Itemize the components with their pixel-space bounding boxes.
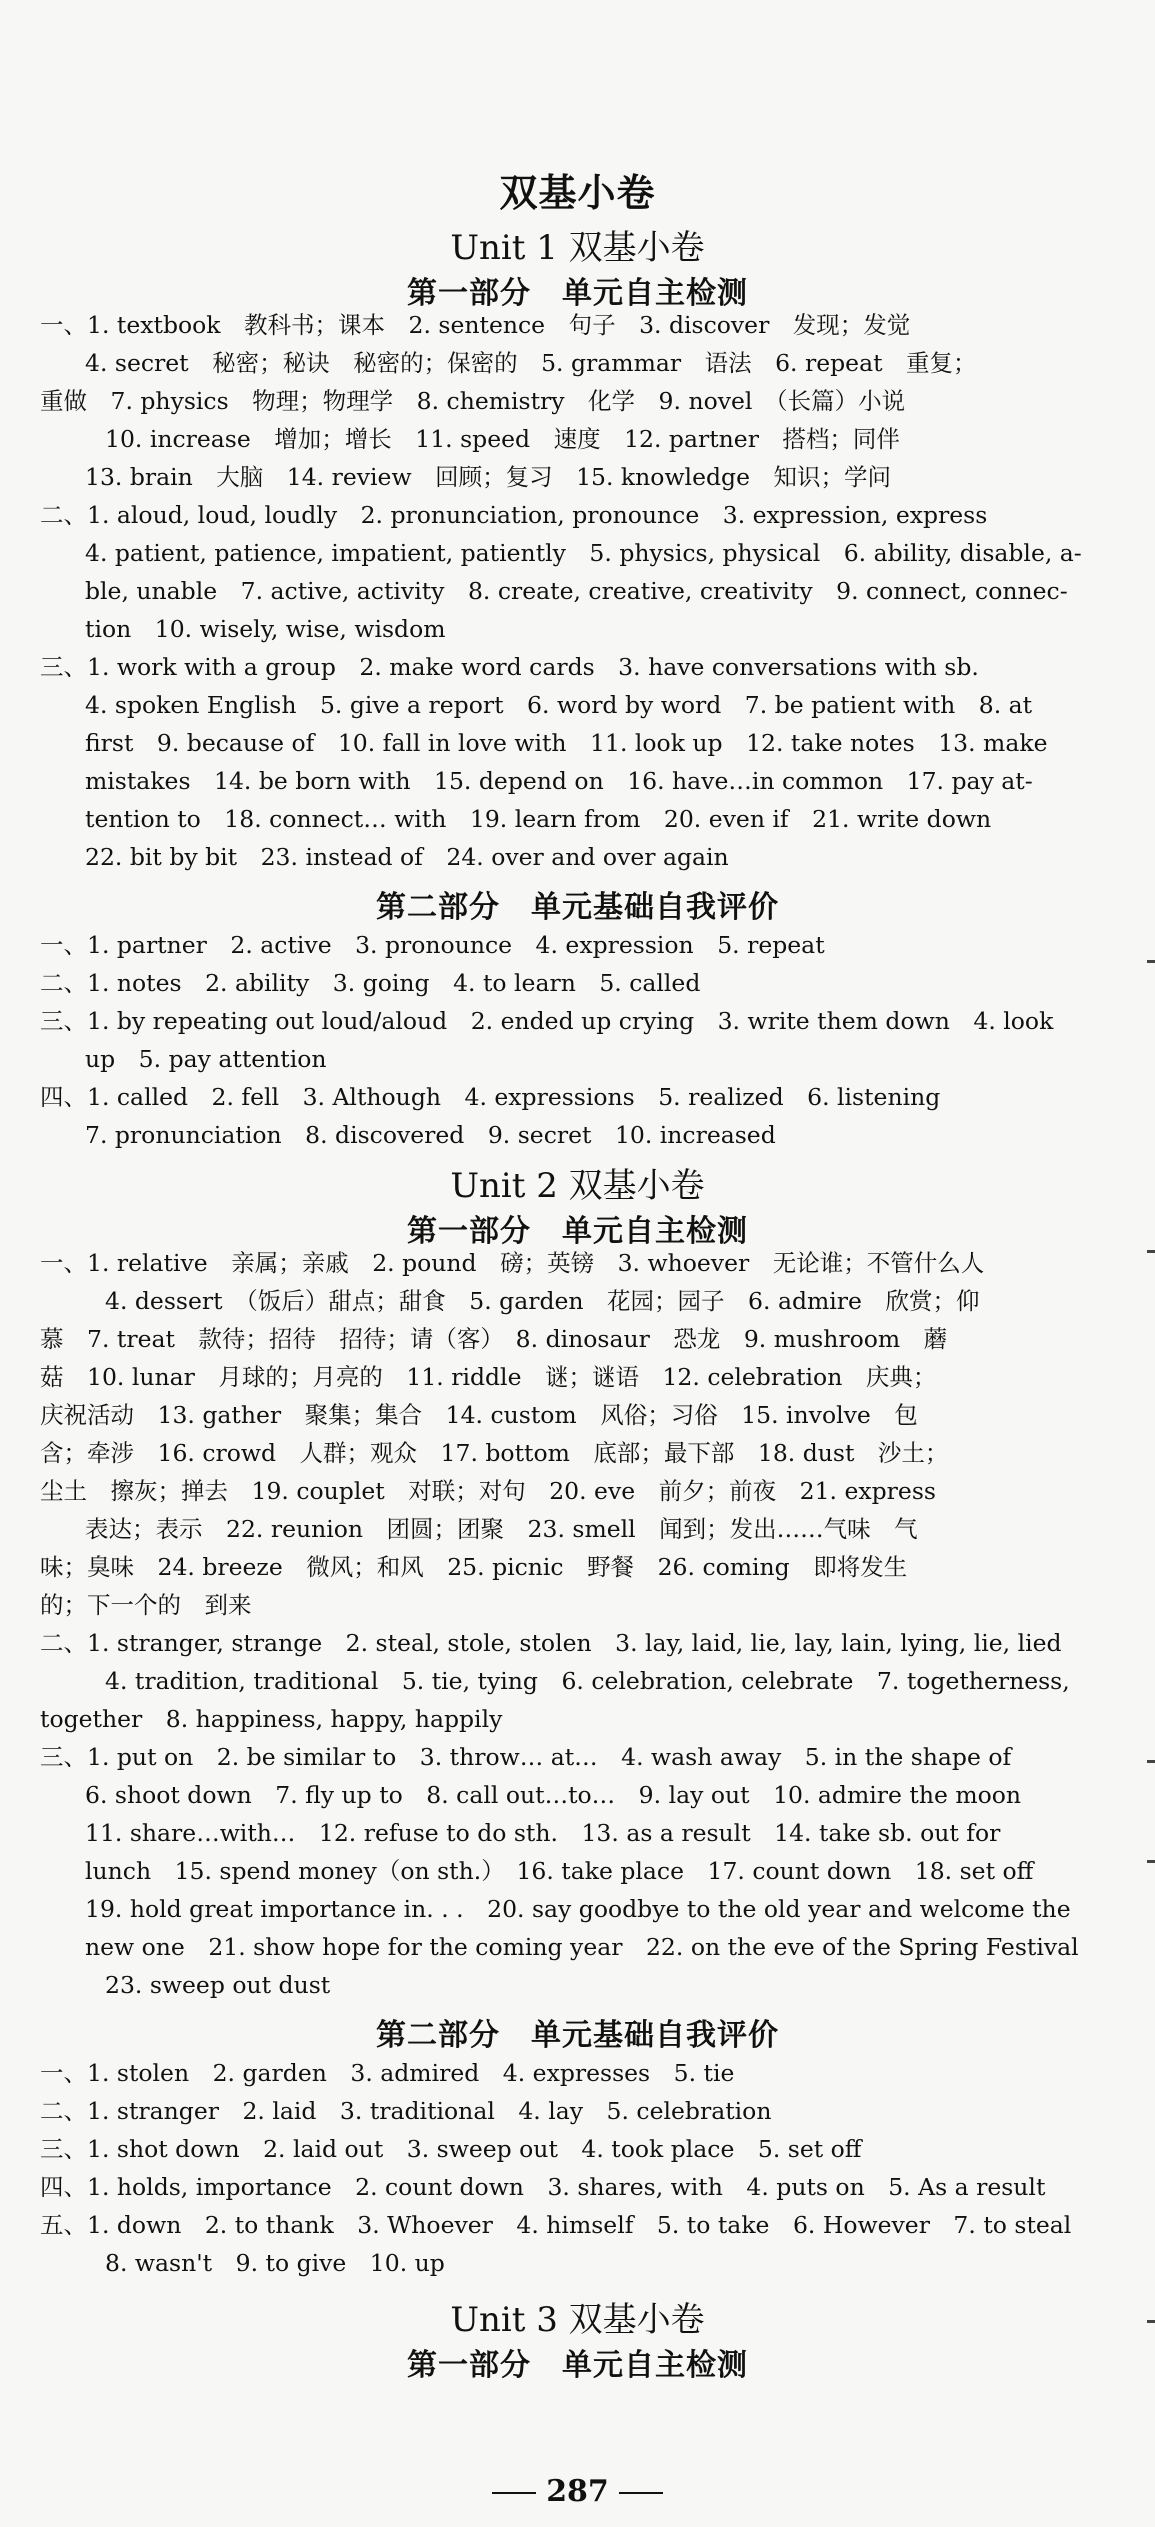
unit-1-part-1-heading: 第一部分 单元自主检测: [407, 276, 748, 311]
text-line: 慕 7. treat 款待；招待 招待；请（客） 8. dinosaur 恐龙 9. mushroom 蘑: [40, 1325, 948, 1353]
text-line: 一、1. partner 2. active 3. pronounce 4. expression 5. repeat: [40, 931, 825, 959]
text-line: 13. brain 大脑 14. review 回顾；复习 15. knowledge 知识；学问: [85, 463, 891, 491]
text-line: 尘土 擦灰；掸去 19. couplet 对联；对句 20. eve 前夕；前夜 21. express: [40, 1477, 936, 1505]
text-line: 味；臭味 24. breeze 微风；和风 25. picnic 野餐 26. coming 即将发生: [40, 1553, 908, 1581]
scan-edge-mark: [1147, 1860, 1155, 1863]
text-line: 4. spoken English 5. give a report 6. word by word 7. be patient with 8. at: [85, 691, 1033, 719]
text-line: 23. sweep out dust: [105, 1971, 331, 1999]
text-line: 22. bit by bit 23. instead of 24. over and over again: [85, 843, 729, 871]
text-line: 二、1. stranger, strange 2. steal, stole, stolen 3. lay, laid, lie, lay, lain, lying, lie, lied: [40, 1629, 1062, 1657]
text-line: tention to 18. connect… with 19. learn from 20. even if 21. write down: [85, 805, 992, 833]
text-line: 三、1. shot down 2. laid out 3. sweep out 4. took place 5. set off: [40, 2135, 862, 2163]
text-line: 一、1. stolen 2. garden 3. admired 4. expresses 5. tie: [40, 2059, 735, 2087]
text-line: mistakes 14. be born with 15. depend on 16. have…in common 17. pay at-: [85, 767, 1033, 795]
unit-2-heading: Unit 2 双基小卷: [450, 1166, 705, 1206]
text-line: 二、1. stranger 2. laid 3. traditional 4. lay 5. celebration: [40, 2097, 772, 2125]
text-line: 11. share…with… 12. refuse to do sth. 13. as a result 14. take sb. out for: [85, 1819, 1001, 1847]
text-line: 菇 10. lunar 月球的；月亮的 11. riddle 谜；谜语 12. celebration 庆典；: [40, 1363, 937, 1391]
text-line: lunch 15. spend money（on sth.） 16. take place 17. count down 18. set off: [85, 1857, 1034, 1885]
text-line: 庆祝活动 13. gather 聚集；集合 14. custom 风俗；习俗 15. involve 包: [40, 1401, 918, 1429]
text-line: 4. patient, patience, impatient, patiently 5. physics, physical 6. ability, disable, a-: [85, 539, 1082, 567]
text-line: 8. wasn't 9. to give 10. up: [105, 2249, 445, 2277]
text-line: together 8. happiness, happy, happily: [40, 1705, 503, 1733]
text-line: 一、1. textbook 教科书；课本 2. sentence 句子 3. discover 发现；发觉: [40, 311, 911, 339]
text-line: 四、1. holds, importance 2. count down 3. shares, with 4. puts on 5. As a result: [40, 2173, 1046, 2201]
unit-1-heading: Unit 1 双基小卷: [450, 228, 705, 268]
text-line: 4. tradition, traditional 5. tie, tying 6. celebration, celebrate 7. togetherness,: [105, 1667, 1070, 1695]
text-line: tion 10. wisely, wise, wisdom: [85, 615, 446, 643]
text-line: 三、1. by repeating out loud/aloud 2. ended up crying 3. write them down 4. look: [40, 1007, 1054, 1035]
unit-1-part-2-heading: 第二部分 单元基础自我评价: [376, 890, 779, 925]
text-line: up 5. pay attention: [85, 1045, 327, 1073]
text-line: new one 21. show hope for the coming year 22. on the eve of the Spring Festival: [85, 1933, 1079, 1961]
text-line: 二、1. aloud, loud, loudly 2. pronunciation, pronounce 3. expression, express: [40, 501, 988, 529]
text-line: ble, unable 7. active, activity 8. create, creative, creativity 9. connect, connec-: [85, 577, 1068, 605]
text-line: 一、1. relative 亲属；亲戚 2. pound 磅；英镑 3. whoever 无论谁；不管什么人: [40, 1249, 985, 1277]
text-line: 重做 7. physics 物理；物理学 8. chemistry 化学 9. novel （长篇）小说: [40, 387, 906, 415]
text-line: 6. shoot down 7. fly up to 8. call out…to… 9. lay out 10. admire the moon: [85, 1781, 1022, 1809]
text-line: 的；下一个的 到来: [40, 1591, 252, 1619]
text-line: 4. secret 秘密；秘诀 秘密的；保密的 5. grammar 语法 6. repeat 重复；: [85, 349, 977, 377]
scan-edge-mark: [1147, 1250, 1155, 1253]
unit-2-part-1-heading: 第一部分 单元自主检测: [407, 1214, 748, 1249]
text-line: 四、1. called 2. fell 3. Although 4. expressions 5. realized 6. listening: [40, 1083, 941, 1111]
scan-edge-mark: [1147, 960, 1155, 963]
unit-3-part-1-heading: 第一部分 单元自主检测: [407, 2348, 748, 2383]
text-line: 10. increase 增加；增长 11. speed 速度 12. partner 搭档；同伴: [105, 425, 900, 453]
page-title: 双基小卷: [499, 170, 656, 215]
text-line: 三、1. work with a group 2. make word cards 3. have conversations with sb.: [40, 653, 979, 681]
text-line: 表达；表示 22. reunion 团圆；团聚 23. smell 闻到；发出……气味 气: [85, 1515, 918, 1543]
unit-3-heading: Unit 3 双基小卷: [450, 2300, 705, 2340]
text-line: 三、1. put on 2. be similar to 3. throw… at… 4. wash away 5. in the shape of: [40, 1743, 1012, 1771]
text-line: 二、1. notes 2. ability 3. going 4. to learn 5. called: [40, 969, 701, 997]
text-line: 含；牵涉 16. crowd 人群；观众 17. bottom 底部；最下部 18. dust 沙土；: [40, 1439, 949, 1467]
unit-2-part-2-heading: 第二部分 单元基础自我评价: [376, 2018, 779, 2053]
page-number: 287: [0, 2474, 1155, 2509]
scan-edge-mark: [1147, 1760, 1155, 1763]
text-line: 7. pronunciation 8. discovered 9. secret 10. increased: [85, 1121, 776, 1149]
text-line: 4. dessert （饭后）甜点；甜食 5. garden 花园；园子 6. admire 欣赏；仰: [105, 1287, 980, 1315]
text-line: 五、1. down 2. to thank 3. Whoever 4. himself 5. to take 6. However 7. to steal: [40, 2211, 1072, 2239]
text-line: 19. hold great importance in. . . 20. say goodbye to the old year and welcome the: [85, 1895, 1071, 1923]
scan-edge-mark: [1147, 2320, 1155, 2323]
text-line: first 9. because of 10. fall in love with 11. look up 12. take notes 13. make: [85, 729, 1048, 757]
